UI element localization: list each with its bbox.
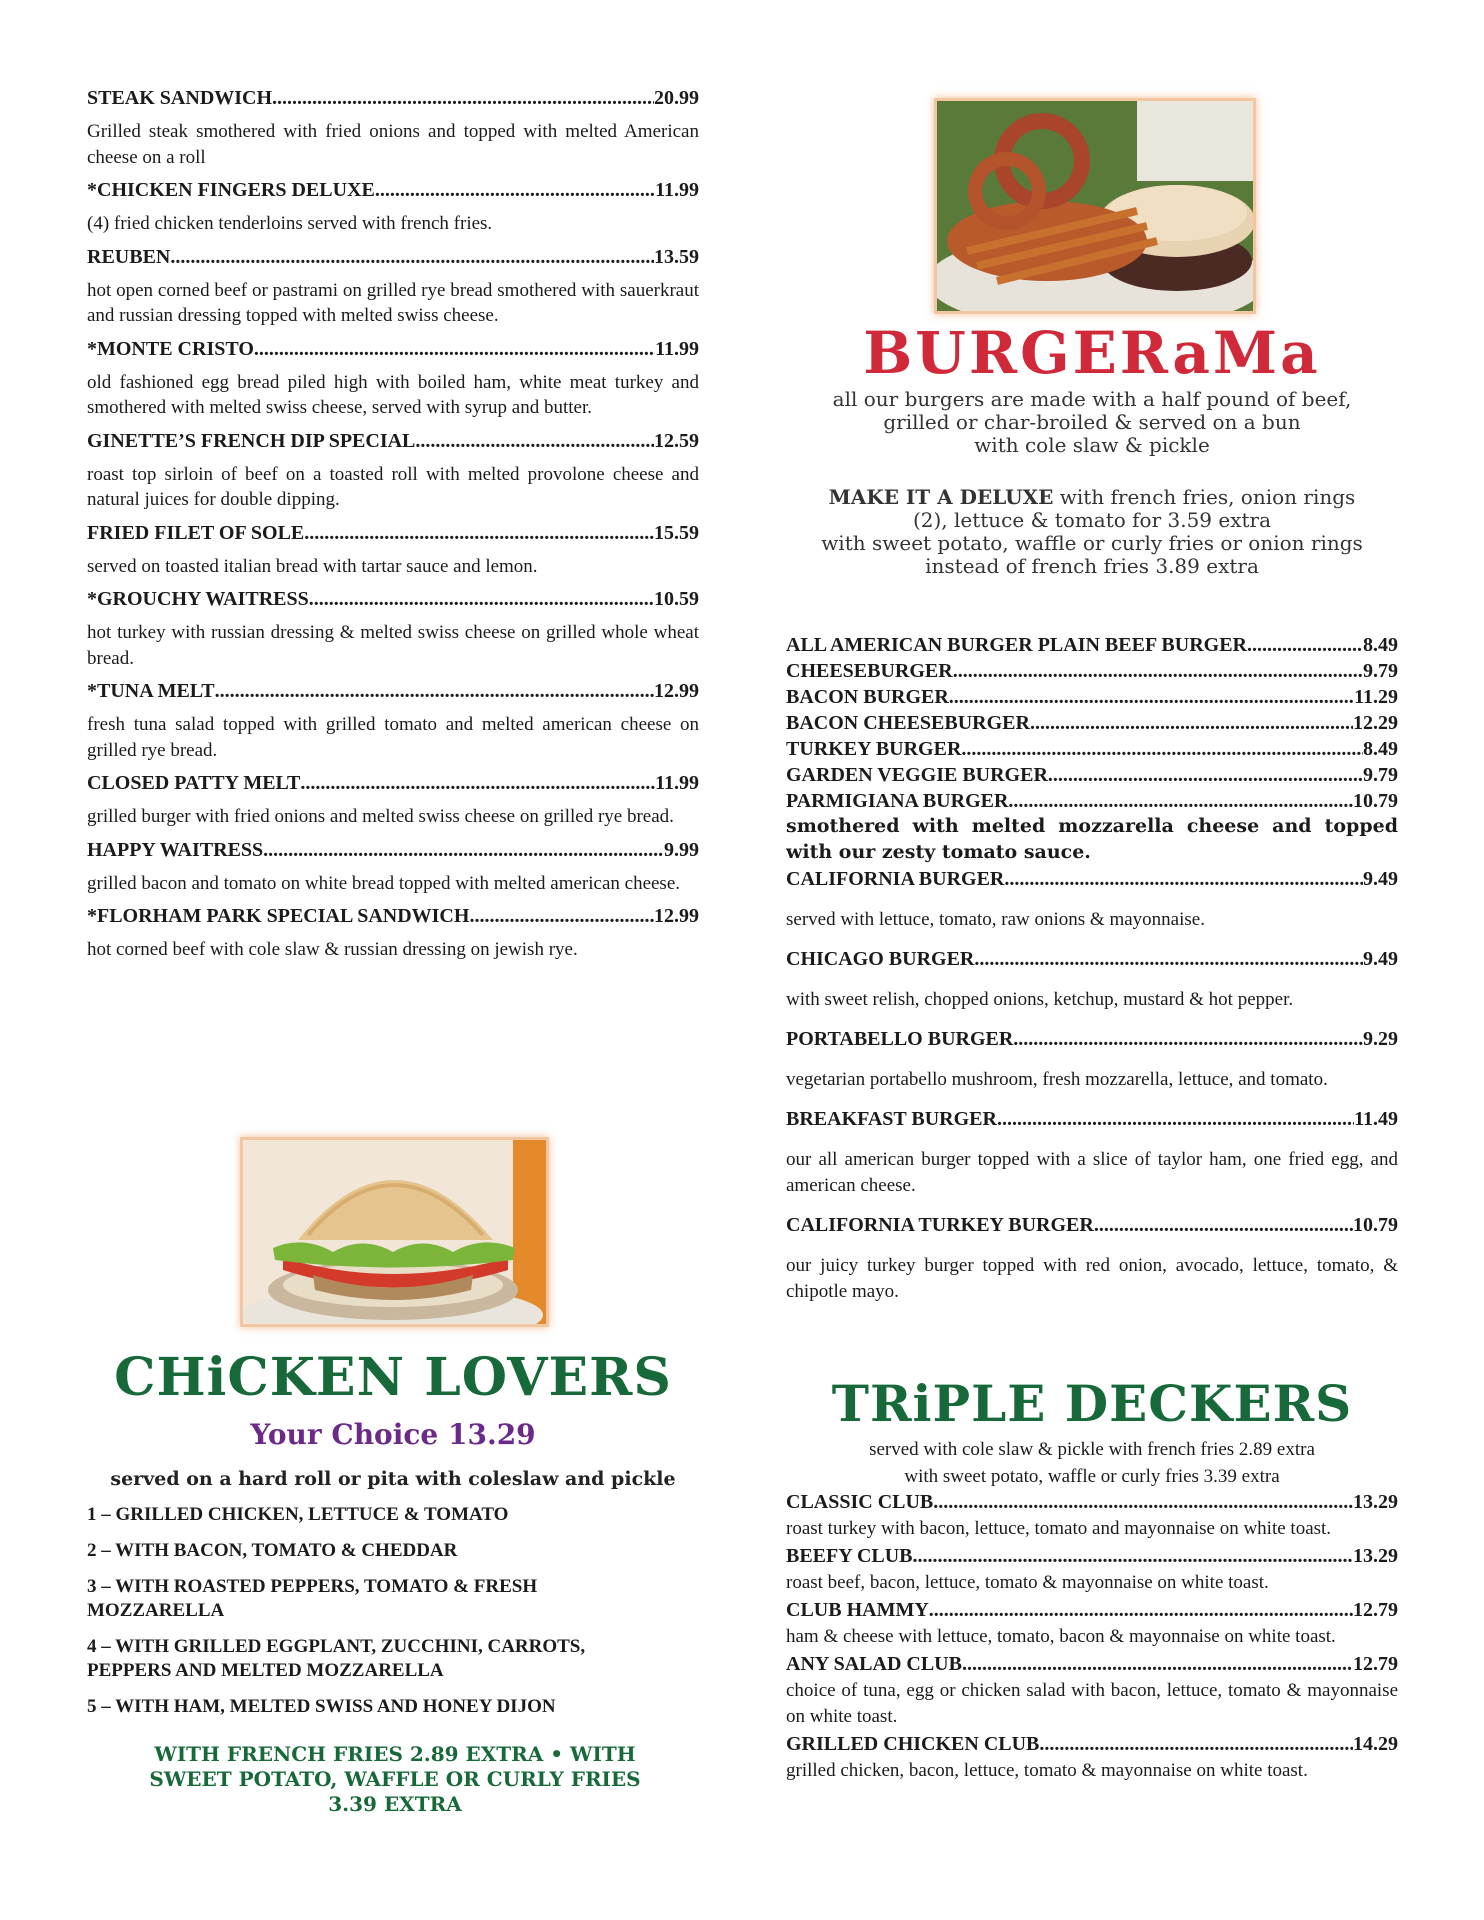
item-price: 12.59: [654, 429, 699, 452]
item-price: 11.99: [655, 772, 699, 794]
triple-deckers-sub-1: served with cole slaw & pickle with french fries 2.89 extra: [869, 1439, 1315, 1460]
burgerama-intro-line-3: with cole slaw & pickle: [974, 433, 1210, 457]
item-name: CALIFORNIA BURGER: [786, 868, 1005, 890]
item-description: hot corned beef with cole slaw & russian dressing on jewish rye.: [87, 939, 578, 960]
burger-item: [786, 684, 1398, 710]
dot-leader: [469, 904, 654, 928]
chicken-sandwich-photo: [240, 1137, 549, 1327]
deluxe-line-4: instead of french fries 3.89 extra: [925, 554, 1259, 578]
burgerama-intro-line-2: grilled or char-broiled & served on a bun: [883, 410, 1301, 434]
dot-leader: [1004, 867, 1363, 891]
dot-leader: [1013, 1027, 1363, 1051]
dot-leader: [1039, 1732, 1353, 1756]
dot-leader: [953, 658, 1363, 684]
dot-leader: [254, 337, 655, 361]
chicken-option: 2 – WITH BACON, TOMATO & CHEDDAR: [87, 1540, 458, 1561]
item-price: 20.99: [654, 87, 699, 109]
triple-decker-heading: [786, 1652, 1398, 1676]
item-name: CALIFORNIA TURKEY BURGER: [786, 1214, 1094, 1236]
item-description: grilled bacon and tomato on white bread topped with melted american cheese.: [87, 872, 681, 894]
item-name: PORTABELLO BURGER: [786, 1028, 1014, 1050]
item-price: 9.29: [1363, 1028, 1398, 1050]
item-price: 10.79: [1353, 1214, 1398, 1236]
item-price: 9.49: [1363, 948, 1398, 970]
item-description: our all american burger topped with a slice of taylor ham, one fried egg, and american cheese.: [786, 1149, 1398, 1196]
triple-decker-item: [786, 1598, 1398, 1650]
dot-leader: [415, 429, 654, 453]
item-description: grilled chicken, bacon, lettuce, tomato & mayonnaise on white toast.: [786, 1760, 1308, 1781]
item-price: 14.29: [1353, 1733, 1398, 1755]
triple-decker-heading: [786, 1490, 1398, 1514]
item-name: TURKEY BURGER: [786, 738, 962, 760]
item-description: fresh tuna salad topped with grilled tomato and melted american cheese on grilled rye bread.: [87, 714, 699, 761]
item-description: choice of tuna, egg or chicken salad with bacon, lettuce, tomato & mayonnaise on white toast.: [786, 1680, 1398, 1727]
chicken-lovers-title: CHiCKEN LOVERS: [114, 1347, 672, 1408]
item-name: *FLORHAM PARK SPECIAL SANDWICH: [87, 905, 470, 927]
item-name: *CHICKEN FINGERS DELUXE: [87, 179, 375, 201]
burgerama-title-text: BURGERaMa: [863, 319, 1321, 387]
dot-leader: [1094, 1213, 1353, 1237]
burger-item: [786, 1213, 1398, 1305]
chicken-sandwich-image: [243, 1140, 546, 1324]
menu-item: [87, 771, 699, 830]
burger-item-heading: [786, 1027, 1398, 1051]
dot-leader: [215, 679, 654, 703]
item-price: 9.49: [1363, 868, 1398, 890]
item-name: GRILLED CHICKEN CLUB: [786, 1733, 1040, 1755]
chicken-lovers-served: served on a hard roll or pita with coleslaw and pickle: [110, 1468, 676, 1490]
item-name: GINETTE’S FRENCH DIP SPECIAL: [87, 429, 416, 452]
dot-leader: [1008, 788, 1353, 814]
item-description: grilled burger with fried onions and melted swiss cheese on grilled rye bread.: [87, 806, 674, 827]
dot-leader: [962, 1652, 1353, 1676]
menu-item-heading: [87, 838, 699, 862]
item-price: 12.79: [1353, 1653, 1398, 1675]
dot-leader: [974, 947, 1363, 971]
item-name: *TUNA MELT: [87, 680, 215, 702]
menu-item: [87, 679, 699, 763]
burgerama-intro-line-1: all our burgers are made with a half pound of beef,: [832, 387, 1352, 411]
dot-leader: [1048, 762, 1363, 788]
item-description: roast beef, bacon, lettuce, tomato & mayonnaise on white toast.: [786, 1572, 1269, 1593]
dot-leader: [263, 838, 664, 862]
menu-item: [87, 904, 699, 963]
item-description: roast turkey with bacon, lettuce, tomato and mayonnaise on white toast.: [786, 1518, 1332, 1539]
item-price: 11.99: [655, 337, 699, 360]
dot-leader: [304, 521, 654, 545]
deluxe-line-2: (2), lettuce & tomato for 3.59 extra: [912, 508, 1272, 532]
triple-deckers-sub-2: with sweet potato, waffle or curly fries 3.39 extra: [904, 1466, 1280, 1487]
menu-item-heading: [87, 521, 699, 545]
menu-item: [87, 245, 699, 329]
menu-item-heading: [87, 429, 699, 453]
dot-leader: [170, 245, 654, 269]
dot-leader: [929, 1598, 1353, 1622]
item-name: ALL AMERICAN BURGER PLAIN BEEF BURGER: [786, 634, 1247, 656]
dot-leader: [272, 86, 654, 110]
item-name: BREAKFAST BURGER: [786, 1108, 997, 1130]
item-name: REUBEN: [87, 245, 171, 268]
item-description: (4) fried chicken tenderloins served with french fries.: [87, 213, 493, 234]
menu-item: [87, 429, 699, 513]
item-description: hot turkey with russian dressing & melted swiss cheese on grilled whole wheat bread.: [87, 622, 699, 669]
burger-item: [786, 762, 1398, 788]
item-price: 10.79: [1353, 790, 1398, 812]
burger-detailed-list: [786, 867, 1398, 1319]
burger-item-heading: [786, 1107, 1398, 1131]
item-name: HAPPY WAITRESS: [87, 838, 264, 861]
item-description: hot open corned beef or pastrami on grilled rye bread smothered with sauerkraut and russian dressing topped with melted swiss cheese.: [87, 279, 699, 326]
chicken-option: 5 – WITH HAM, MELTED SWISS AND HONEY DIJON: [87, 1696, 556, 1717]
menu-item-heading: [87, 771, 699, 795]
item-name: CLUB HAMMY: [786, 1599, 929, 1621]
item-price: 13.29: [1353, 1491, 1398, 1513]
item-price: 12.29: [1353, 712, 1398, 734]
burger-image: [937, 101, 1253, 311]
menu-item: [87, 838, 699, 897]
burger-photo: [934, 98, 1256, 314]
dot-leader: [309, 587, 654, 611]
chicken-option: 4 – WITH GRILLED EGGPLANT, ZUCCHINI, CARROTS, PEPPERS AND MELTED MOZZARELLA: [87, 1636, 586, 1681]
deluxe-rest: with french fries, onion rings: [1053, 485, 1356, 509]
dot-leader: [933, 1490, 1353, 1514]
menu-item-heading: [87, 245, 699, 269]
dot-leader: [375, 178, 655, 202]
item-name: CHEESEBURGER: [786, 660, 953, 682]
chicken-lovers-list: [87, 1503, 647, 1731]
item-price: 13.29: [1353, 1545, 1398, 1567]
item-name: BEEFY CLUB: [786, 1545, 913, 1567]
item-name: STEAK SANDWICH: [87, 87, 273, 109]
burger-item: [786, 867, 1398, 933]
item-name: FRIED FILET OF SOLE: [87, 521, 305, 544]
chicken-lovers-price: Your Choice 13.29: [250, 1418, 536, 1451]
triple-deckers-title: TRiPLE DECKERS: [831, 1374, 1353, 1433]
dot-leader: [913, 1544, 1353, 1568]
item-price: 13.59: [654, 245, 699, 268]
menu-item: [87, 86, 699, 170]
triple-deckers-list: [786, 1490, 1398, 1786]
parmigiana-description: smothered with melted mozzarella cheese and topped with our zesty tomato sauce.: [786, 815, 1398, 863]
item-name: *GROUCHY WAITRESS: [87, 588, 309, 610]
menu-item: [87, 521, 699, 580]
item-name: GARDEN VEGGIE BURGER: [786, 764, 1048, 786]
triple-deckers-subtitle: [786, 1436, 1398, 1490]
burgerama-deluxe: [786, 486, 1398, 578]
triple-decker-heading: [786, 1544, 1398, 1568]
item-description: served with lettuce, tomato, raw onions & mayonnaise.: [786, 909, 1205, 930]
item-price: 12.99: [654, 905, 699, 927]
item-description: old fashioned egg bread piled high with boiled ham, white meat turkey and smothered with melted swiss cheese, served with syrup and butter.: [87, 371, 699, 418]
burger-item-heading: [786, 947, 1398, 971]
triple-decker-heading: [786, 1732, 1398, 1756]
burger-item: [786, 1107, 1398, 1199]
item-name: CLOSED PATTY MELT: [87, 772, 301, 794]
item-price: 9.99: [664, 838, 699, 861]
burger-item-heading: [786, 867, 1398, 891]
menu-item: [87, 178, 699, 237]
item-price: 15.59: [654, 521, 699, 544]
item-name: ANY SALAD CLUB: [786, 1653, 962, 1675]
deluxe-line-1: [786, 486, 1398, 509]
dot-leader: [997, 1107, 1354, 1131]
dot-leader: [1247, 632, 1363, 658]
item-name: BACON CHEESEBURGER: [786, 712, 1030, 734]
item-description: Grilled steak smothered with fried onions and topped with melted American cheese on a roll: [87, 121, 699, 168]
item-name: CLASSIC CLUB: [786, 1491, 934, 1513]
burger-item: [786, 788, 1398, 814]
item-description: served on toasted italian bread with tartar sauce and lemon.: [87, 555, 538, 577]
dot-leader: [961, 736, 1363, 762]
menu-item: [87, 337, 699, 421]
burger-item: [786, 632, 1398, 658]
item-name: CHICAGO BURGER: [786, 948, 975, 970]
item-description: roast top sirloin of beef on a toasted roll with melted provolone cheese and natural juices for double dipping.: [87, 463, 699, 510]
burger-item: [786, 1027, 1398, 1093]
triple-decker-item: [786, 1732, 1398, 1784]
menu-item-heading: [87, 86, 699, 110]
menu-item-heading: [87, 178, 699, 202]
item-price: 8.49: [1363, 634, 1398, 656]
dot-leader: [949, 684, 1354, 710]
menu-item-heading: [87, 337, 699, 361]
chicken-option: 1 – GRILLED CHICKEN, LETTUCE & TOMATO: [87, 1504, 509, 1525]
burger-item: [786, 710, 1398, 736]
item-price: 12.99: [654, 680, 699, 702]
item-price: 11.29: [1354, 686, 1398, 708]
item-description: ham & cheese with lettuce, tomato, bacon & mayonnaise on white toast.: [786, 1626, 1336, 1647]
triple-decker-item: [786, 1490, 1398, 1542]
burger-item: [786, 658, 1398, 684]
burger-simple-list: [786, 632, 1398, 814]
burgerama-title: [786, 319, 1398, 387]
sandwich-list: [87, 86, 699, 971]
dot-leader: [300, 771, 655, 795]
item-name: PARMIGIANA BURGER: [786, 790, 1009, 812]
deluxe-line-3: with sweet potato, waffle or curly fries or onion rings: [821, 531, 1363, 555]
menu-item-heading: [87, 904, 699, 928]
item-description: with sweet relish, chopped onions, ketchup, mustard & hot pepper.: [786, 989, 1294, 1010]
item-price: 12.79: [1353, 1599, 1398, 1621]
burgerama-intro: [786, 388, 1398, 457]
menu-item-heading: [87, 679, 699, 703]
item-price: 10.59: [654, 588, 699, 610]
burger-item-heading: [786, 1213, 1398, 1237]
item-price: 8.49: [1363, 738, 1398, 760]
chicken-lovers-footer: WITH FRENCH FRIES 2.89 EXTRA • WITH SWEET POTATO, WAFFLE OR CURLY FRIES 3.39 EXTRA: [149, 1742, 641, 1816]
triple-decker-item: [786, 1652, 1398, 1730]
burger-item: [786, 947, 1398, 1013]
item-price: 11.49: [1354, 1108, 1398, 1130]
item-name: BACON BURGER: [786, 686, 949, 708]
dot-leader: [1030, 710, 1353, 736]
item-price: 9.79: [1363, 764, 1398, 786]
triple-decker-item: [786, 1544, 1398, 1596]
item-price: 9.79: [1363, 660, 1398, 682]
deluxe-bold: MAKE IT A DELUXE: [828, 485, 1054, 509]
item-description: our juicy turkey burger topped with red onion, avocado, lettuce, tomato, & chipotle mayo.: [786, 1255, 1398, 1302]
item-price: 11.99: [655, 179, 699, 201]
chicken-option: 3 – WITH ROASTED PEPPERS, TOMATO & FRESH MOZZARELLA: [87, 1576, 538, 1621]
menu-item-heading: [87, 587, 699, 611]
item-description: vegetarian portabello mushroom, fresh mozzarella, lettuce, and tomato.: [786, 1069, 1328, 1090]
burger-item: [786, 736, 1398, 762]
menu-item: [87, 587, 699, 671]
item-name: *MONTE CRISTO: [87, 337, 254, 360]
triple-decker-heading: [786, 1598, 1398, 1622]
